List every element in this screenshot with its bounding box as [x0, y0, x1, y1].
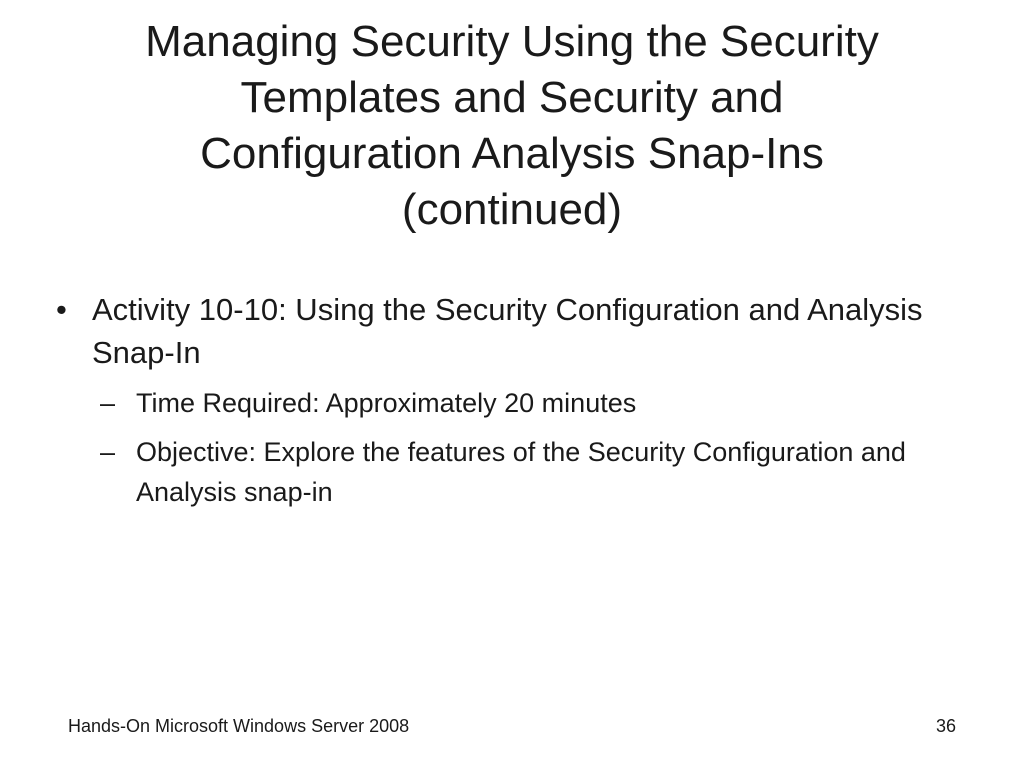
- sub-bullet-text: Objective: Explore the features of the Security Configuration and Analysis snap-in: [136, 437, 906, 507]
- sub-bullet-item: [100, 383, 956, 423]
- sub-bullet-item: [100, 432, 956, 512]
- footer-course-title: Hands-On Microsoft Windows Server 2008: [68, 716, 410, 736]
- title-line: Templates and Security and: [240, 73, 784, 122]
- title-line: Configuration Analysis Snap-Ins: [200, 129, 824, 178]
- slide-body: [56, 288, 956, 521]
- sub-bullet-marker: –: [100, 388, 116, 418]
- sub-bullet-text: Time Required: Approximately 20 minutes: [136, 388, 637, 418]
- bullet-item: [56, 288, 956, 374]
- sub-bullet-marker: –: [100, 437, 116, 467]
- bullet-marker: •: [56, 292, 67, 327]
- title-line: (continued): [401, 185, 623, 234]
- footer-page-number: 36: [935, 716, 956, 736]
- slide-title: [40, 14, 984, 238]
- bullet-text: Activity 10-10: Using the Security Configuration and Analysis Snap-In: [92, 292, 923, 370]
- title-line: Managing Security Using the Security: [145, 17, 879, 66]
